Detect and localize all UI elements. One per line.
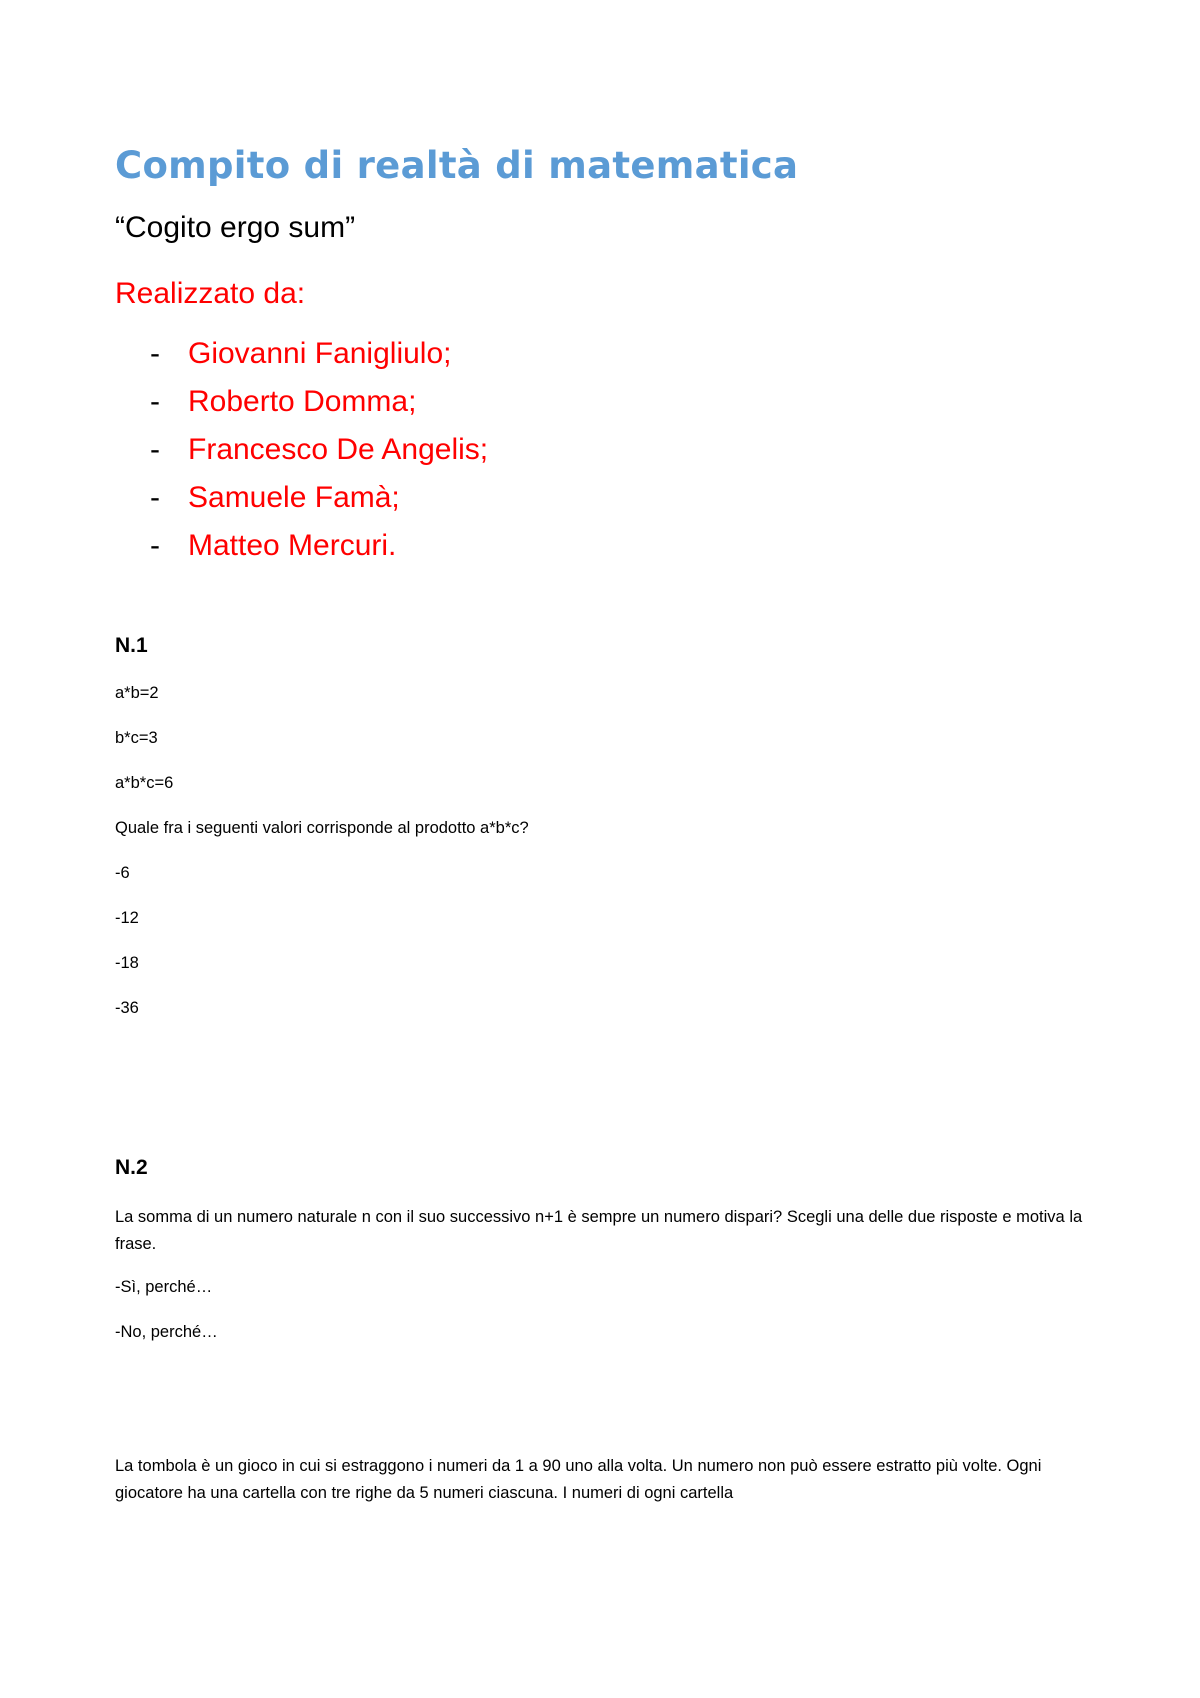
equation-line: b*c=3: [115, 729, 158, 747]
author-item: [115, 522, 1095, 570]
section-2-question: La somma di un numero naturale n con il suo successivo n+1 è sempre un numero dispari? Scegli una delle due risposte e motiva la frase.: [115, 1208, 1083, 1253]
section-2: [115, 1152, 1095, 1343]
document-subtitle: “Cogito ergo sum”: [115, 211, 356, 244]
author-name: Francesco De Angelis;: [188, 433, 489, 466]
author-item: [115, 426, 1095, 474]
tombola-paragraph: La tombola è un gioco in cui si estraggono i numeri da 1 a 90 uno alla volta. Un numero non può essere estratto più volte. Ogni giocatore ha una cartella con tre righe da 5 numeri ciascuna. I numeri di ogni cartella: [115, 1457, 1042, 1502]
answer-option: -Sì, perché…: [115, 1278, 213, 1296]
section-1: [115, 630, 1095, 1019]
author-name: Matteo Mercuri.: [188, 529, 397, 562]
author-name: Samuele Famà;: [188, 481, 400, 514]
answer-option: -No, perché…: [115, 1323, 218, 1341]
document-title: Compito di realtà di matematica: [115, 144, 799, 187]
author-name: Roberto Domma;: [188, 385, 417, 418]
answer-option: -6: [115, 864, 130, 882]
section-1-question: Quale fra i seguenti valori corrisponde al prodotto a*b*c?: [115, 819, 529, 837]
bullet-dash: -: [150, 337, 160, 370]
bullet-dash: -: [150, 433, 160, 466]
author-item: [115, 474, 1095, 522]
bullet-dash: -: [150, 481, 160, 514]
answer-option: -36: [115, 999, 139, 1017]
author-item: [115, 330, 1095, 378]
document-page: [115, 140, 1095, 1507]
answer-option: -12: [115, 909, 139, 927]
section-1-options: [115, 862, 1095, 1019]
section-2-label: N.2: [115, 1156, 148, 1179]
bullet-dash: -: [150, 385, 160, 418]
author-item: [115, 378, 1095, 426]
author-name: Giovanni Fanigliulo;: [188, 337, 452, 370]
made-by-label: Realizzato da:: [115, 277, 306, 310]
equation-line: a*b=2: [115, 684, 159, 702]
bullet-dash: -: [150, 529, 160, 562]
section-1-label: N.1: [115, 634, 148, 657]
equation-line: a*b*c=6: [115, 774, 174, 792]
answer-option: -18: [115, 954, 139, 972]
authors-list: [115, 330, 1095, 570]
